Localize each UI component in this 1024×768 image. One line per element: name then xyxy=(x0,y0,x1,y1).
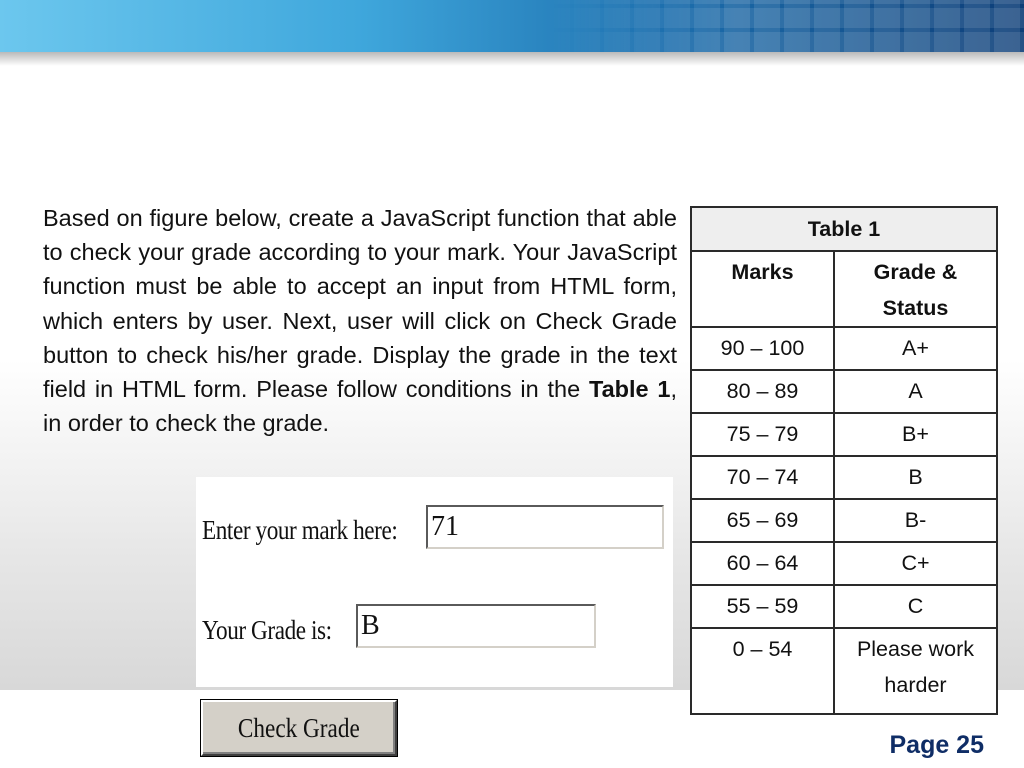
marks-cell: 75 – 79 xyxy=(691,413,834,456)
grade-cell: Please work harder xyxy=(834,628,997,714)
grade-cell: C xyxy=(834,585,997,628)
table-row xyxy=(691,628,997,714)
check-grade-button-label: Check Grade xyxy=(238,712,360,743)
table-row xyxy=(691,585,997,628)
column-header-grade: Grade & Status xyxy=(834,251,997,327)
table-caption: Table 1 xyxy=(691,207,997,251)
grade-cell: A xyxy=(834,370,997,413)
form-figure xyxy=(196,477,673,687)
instruction-table-reference: Table 1 xyxy=(588,376,671,403)
instruction-text-part-1: Based on figure below, create a JavaScript function that able to check your grade according to your mark. Your JavaScript function must be able to accept an input from HTML form, which enters by user. Next, user will click on Check Grade button to check his/her grade. Display the grade in the text field in HTML form. Please follow conditions in the xyxy=(43,205,677,403)
grade-label: Your Grade is: xyxy=(202,615,332,645)
mark-input[interactable] xyxy=(426,505,664,549)
grade-cell: B+ xyxy=(834,413,997,456)
table-row xyxy=(691,413,997,456)
grade-cell: C+ xyxy=(834,542,997,585)
instruction-text xyxy=(43,201,677,440)
table-row xyxy=(691,542,997,585)
marks-cell: 55 – 59 xyxy=(691,585,834,628)
table-row xyxy=(691,327,997,370)
page-number: Page 25 xyxy=(889,731,984,759)
grade-cell: B xyxy=(834,456,997,499)
grade-cell: A+ xyxy=(834,327,997,370)
marks-cell: 60 – 64 xyxy=(691,542,834,585)
marks-cell: 65 – 69 xyxy=(691,499,834,542)
header-shadow xyxy=(0,52,1024,66)
marks-cell: 0 – 54 xyxy=(691,628,834,714)
grade-cell: B- xyxy=(834,499,997,542)
marks-cell: 70 – 74 xyxy=(691,456,834,499)
grade-table xyxy=(690,206,998,715)
table-row xyxy=(691,499,997,542)
table-header-row xyxy=(691,251,997,327)
table-row xyxy=(691,370,997,413)
check-grade-button[interactable] xyxy=(201,700,397,756)
marks-cell: 90 – 100 xyxy=(691,327,834,370)
table-row xyxy=(691,456,997,499)
column-header-marks: Marks xyxy=(691,251,834,327)
mark-label: Enter your mark here: xyxy=(202,515,398,545)
slide-header-bar xyxy=(0,0,1024,52)
header-tile-pattern xyxy=(544,0,1024,52)
instruction-text-part-2: , in order to check the grade. xyxy=(43,376,677,437)
grade-output-field[interactable] xyxy=(356,604,596,648)
marks-cell: 80 – 89 xyxy=(691,370,834,413)
table-caption-row xyxy=(691,207,997,251)
